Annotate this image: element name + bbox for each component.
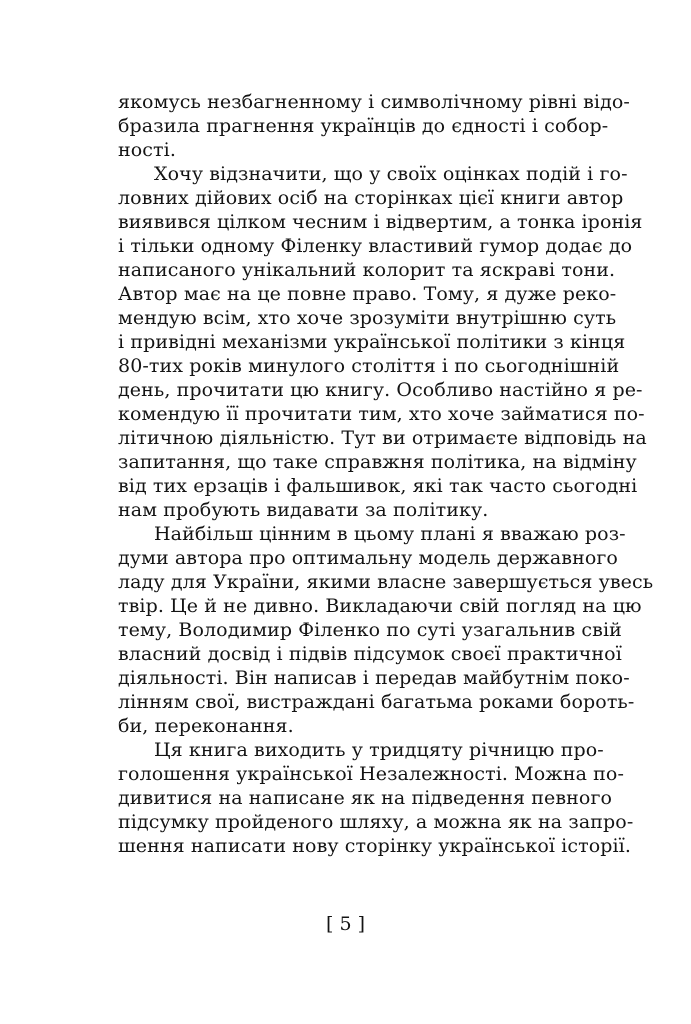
text-line: дивитися на написане як на підведення певного [118,787,613,809]
text-line: власний досвід і підвів підсумок своєї практичної [118,643,622,665]
text-line: тему, Володимир Філенко по суті узагальнив свій [118,619,622,641]
text-line: бразила прагнення українців до єдності і собор- [118,115,609,137]
text-line: ності. [118,139,176,161]
text-line: виявився цілком чесним і відвертим, а тонка іронія [118,211,643,233]
text-line: би, переконання. [118,715,294,737]
text-line: і тільки одному Філенку властивий гумор додає до [118,235,633,257]
text-line: діяльності. Він написав і передав майбутнім поко- [118,667,630,689]
text-line: твір. Це й не дивно. Викладаючи свій погляд на цю [118,595,642,617]
text-line: запитання, що таке справжня політика, на відміну [118,451,637,473]
text-line: нам пробують видавати за політику. [118,499,489,521]
text-line: думи автора про оптимальну модель державного [118,547,618,569]
page-number: [ 5 ] [326,913,365,935]
text-line: написаного унікальний колорит та яскраві тони. [118,259,616,281]
text-line: ладу для України, якими власне завершується увесь [118,571,654,593]
text-line: і привідні механізми української політики з кінця [118,331,626,353]
text-line: від тих ерзаців і фальшивок, які так часто сьогодні [118,475,638,497]
paragraph-first-line: Найбільш цінним в цьому плані я вважаю роз- [154,523,626,545]
text-line: 80-тих років минулого століття і по сьогоднішній [118,355,620,377]
text-line: голошення української Незалежності. Можна по- [118,763,624,785]
text-line: лінням свої, вистраждані багатьма роками бороть- [118,691,635,713]
text-line: день, прочитати цю книгу. Особливо настійно я ре- [118,379,643,401]
text-line: літичною діяльністю. Тут ви отримаєте відповідь на [118,427,647,449]
text-line: ловних дійових осіб на сторінках цієї книги автор [118,187,624,209]
text-line: підсумку пройденого шляху, а можна як на запро- [118,811,634,833]
text-line: мендую всім, хто хоче зрозуміти внутрішню суть [118,307,617,329]
text-line: якомусь незбагненному і символічному рівні відо- [118,91,630,113]
text-line: комендую її прочитати тим, хто хоче займатися по- [118,403,645,425]
text-line: шення написати нову сторінку української історії. [118,835,631,857]
paragraph-first-line: Хочу відзначити, що у своїх оцінках подій і го- [154,163,628,185]
paragraph-first-line: Ця книга виходить у тридцяту річницю про- [154,739,604,761]
text-line: Автор має на це повне право. Тому, я дуже реко- [118,283,617,305]
